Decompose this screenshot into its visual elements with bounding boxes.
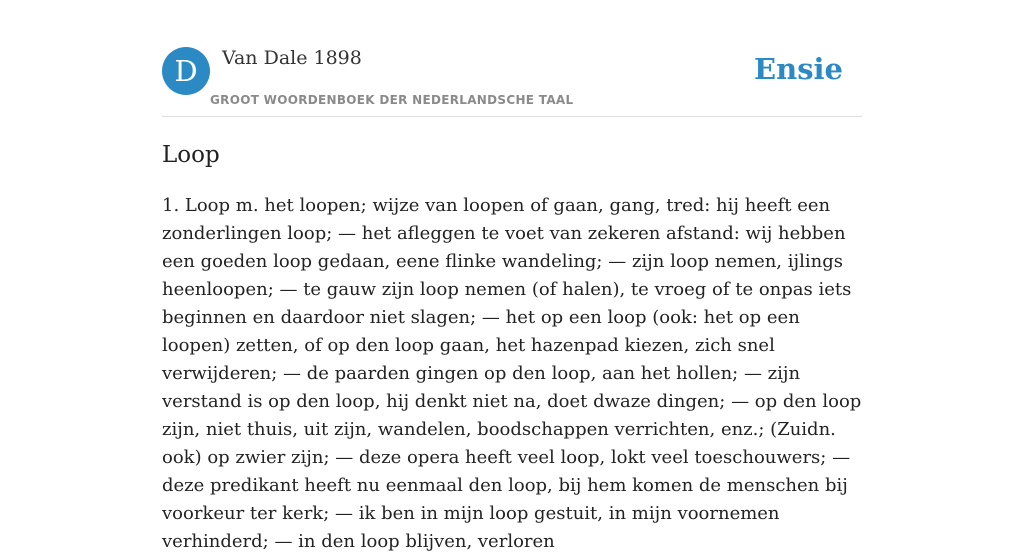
- entry-definition: 1. Loop m. het loopen; wijze van loopen of gaan, gang, tred: hij heeft een zonderlingen loop; — het afleggen te voet van zekeren afstand: wij hebben een goeden loop gedaan, eene flinke wandeling; — zijn loop nemen, ijlings heenloopen; — te gauw zijn loop nemen (of halen), te vroeg of te onpas iets beginnen en daardoor niet slagen; — het op een loop (ook: het op een loopen) zetten, of op den loop gaan, het hazenpad kiezen, zich snel verwijderen; — de paarden gingen op den loop, aan het hollen; — zijn verstand is op den loop, hij denkt niet na, doet dwaze dingen; — op den loop zijn, niet thuis, uit zijn, wandelen, boodschappen verrichten, enz.; (Zuidn. ook) op zwier zijn; — deze opera heeft veel loop, lokt veel toeschouwers; — deze predikant heeft nu eenmaal den loop, bij hem komen de menschen bij voorkeur ter kerk; — ik ben in mijn loop gestuit, in mijn voornemen verhinderd; — in den loop blijven, verloren: [162, 195, 862, 552]
- source-subtitle: GROOT WOORDENBOEK DER NEDERLANDSCHE TAAL: [210, 93, 574, 107]
- source-title[interactable]: Van Dale 1898: [222, 47, 362, 69]
- entry-title: Loop: [162, 142, 220, 168]
- ensie-logo[interactable]: Ensie: [754, 52, 843, 86]
- dictionary-header: [162, 46, 862, 117]
- dictionary-logo[interactable]: D: [162, 47, 210, 95]
